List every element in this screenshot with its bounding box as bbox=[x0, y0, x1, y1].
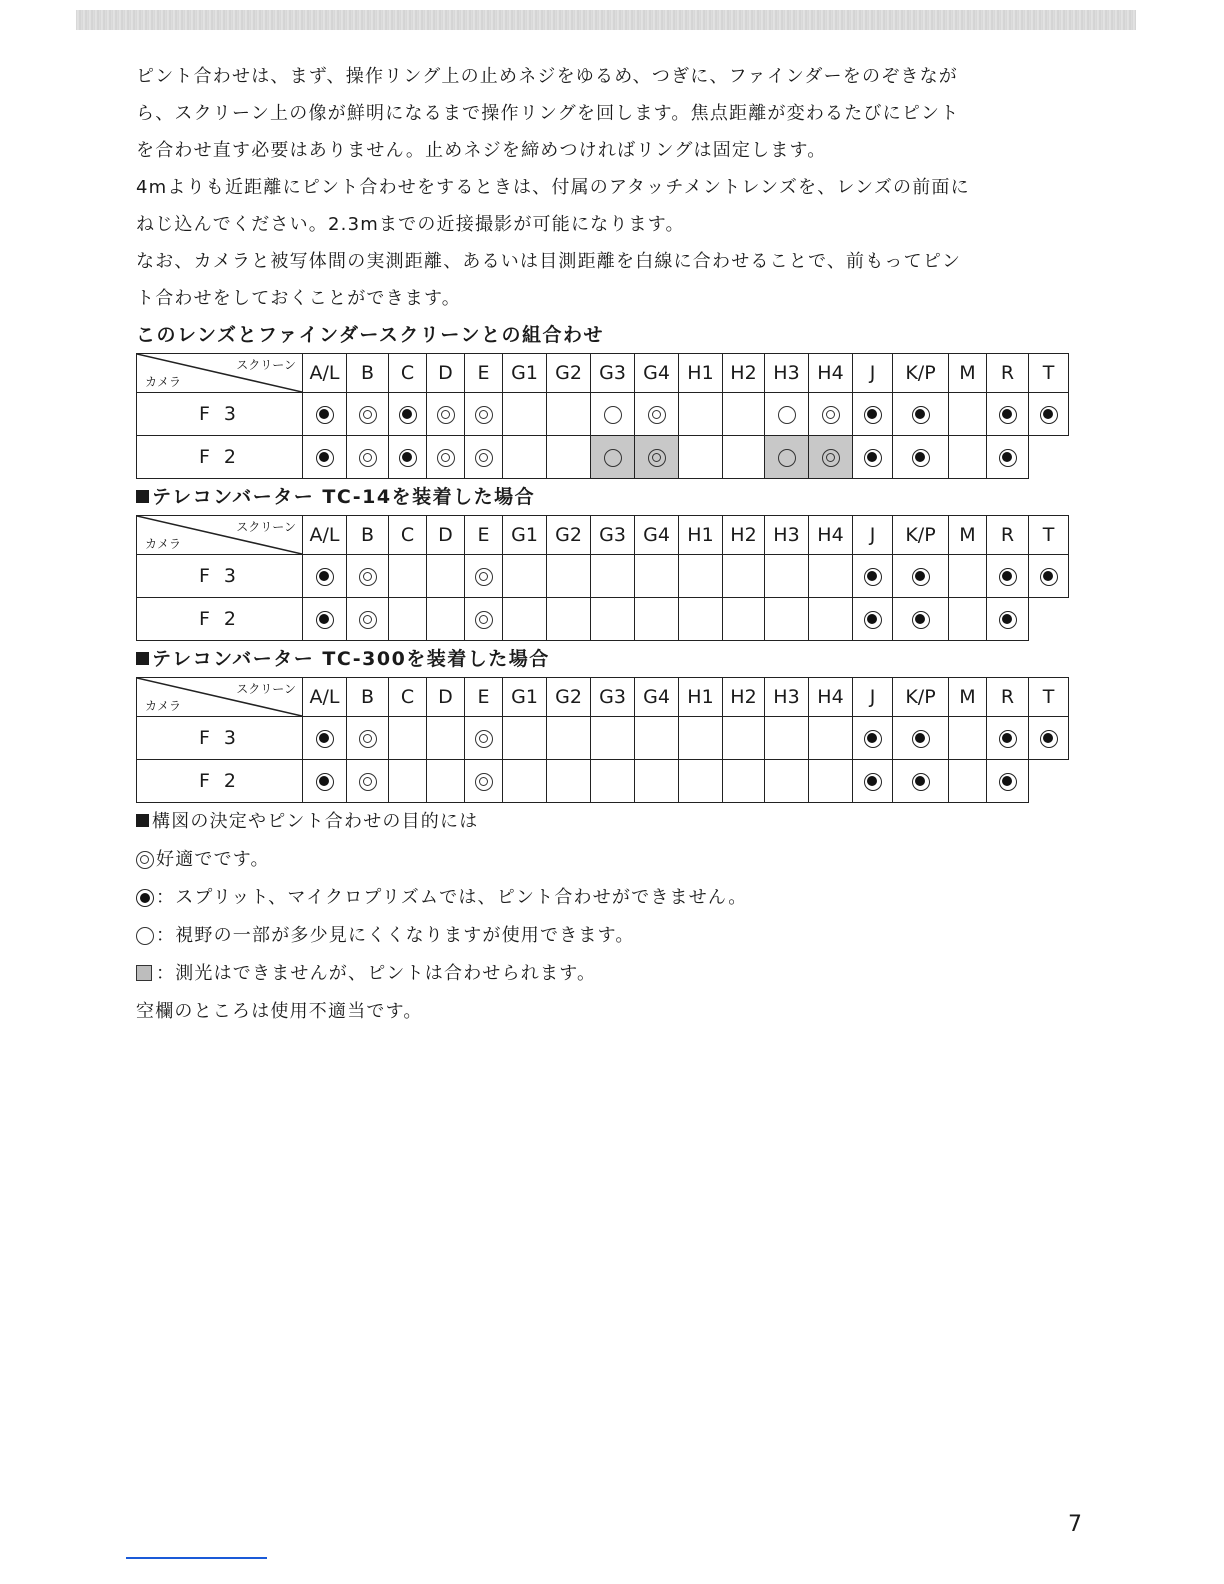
filled-circle-icon bbox=[999, 449, 1017, 467]
column-header: G2 bbox=[547, 354, 591, 393]
double-circle-icon bbox=[437, 406, 455, 424]
filled-circle-icon bbox=[999, 773, 1017, 791]
mark-cell bbox=[427, 393, 465, 436]
column-header: A/L bbox=[303, 354, 347, 393]
mark-cell bbox=[765, 760, 809, 803]
camera-cell: F 3 bbox=[137, 717, 303, 760]
mark-cell bbox=[427, 555, 465, 598]
column-header: R bbox=[987, 516, 1029, 555]
mark-cell bbox=[427, 760, 465, 803]
double-circle-icon bbox=[475, 730, 493, 748]
mark-cell bbox=[987, 760, 1029, 803]
mark-cell bbox=[949, 393, 987, 436]
mark-cell bbox=[809, 760, 853, 803]
column-header: E bbox=[465, 354, 503, 393]
filled-circle-icon bbox=[864, 611, 882, 629]
page-number: 7 bbox=[1068, 1512, 1082, 1537]
mark-cell bbox=[1029, 717, 1069, 760]
screen-compat-table bbox=[136, 677, 1069, 803]
mark-cell bbox=[893, 598, 949, 641]
column-header: K/P bbox=[893, 354, 949, 393]
mark-cell bbox=[1029, 555, 1069, 598]
paragraph-line: ねじ込んでください。2.3mまでの近接撮影が可能になります。 bbox=[136, 214, 685, 235]
mark-cell bbox=[547, 760, 591, 803]
mark-cell bbox=[893, 555, 949, 598]
column-header: H1 bbox=[679, 516, 723, 555]
mark-cell bbox=[809, 555, 853, 598]
mark-cell bbox=[591, 598, 635, 641]
mark-cell bbox=[1029, 393, 1069, 436]
filled-circle-icon bbox=[316, 449, 334, 467]
mark-cell bbox=[465, 598, 503, 641]
mark-cell bbox=[503, 436, 547, 479]
paragraph-line: ト合わせをしておくことができます。 bbox=[136, 288, 461, 309]
legend-blank: 空欄のところは使用不適当です。 bbox=[136, 1001, 423, 1022]
column-header: G4 bbox=[635, 516, 679, 555]
mark-cell bbox=[809, 436, 853, 479]
filled-circle-icon bbox=[316, 611, 334, 629]
column-header: B bbox=[347, 516, 389, 555]
camera-cell: F 3 bbox=[137, 555, 303, 598]
mark-cell bbox=[547, 393, 591, 436]
mark-cell bbox=[723, 717, 765, 760]
filled-circle-icon bbox=[1040, 406, 1058, 424]
table-row bbox=[137, 393, 1069, 436]
mark-cell bbox=[591, 717, 635, 760]
mark-cell bbox=[853, 555, 893, 598]
filled-circle-icon bbox=[316, 568, 334, 586]
double-circle-icon bbox=[136, 851, 154, 869]
mark-cell bbox=[635, 393, 679, 436]
corner-camera-label: カメラ bbox=[145, 537, 182, 551]
mark-cell bbox=[949, 436, 987, 479]
mark-cell bbox=[765, 555, 809, 598]
column-header: H4 bbox=[809, 678, 853, 717]
column-header: J bbox=[853, 678, 893, 717]
mark-cell bbox=[389, 760, 427, 803]
column-header: G3 bbox=[591, 516, 635, 555]
mark-cell bbox=[809, 598, 853, 641]
mark-cell bbox=[635, 598, 679, 641]
mark-cell bbox=[635, 555, 679, 598]
mark-cell bbox=[893, 760, 949, 803]
corner-camera-label: カメラ bbox=[145, 375, 182, 389]
paragraph-line: 4mよりも近距離にピント合わせをするときは、付属のアタッチメントレンズを、レンズの前面に bbox=[136, 177, 970, 198]
mark-cell bbox=[347, 598, 389, 641]
legend-shade-text: ：測光はできませんが、ピントは合わせられます。 bbox=[156, 963, 597, 984]
double-circle-icon bbox=[475, 773, 493, 791]
column-header: H1 bbox=[679, 354, 723, 393]
column-header: H3 bbox=[765, 354, 809, 393]
mark-cell bbox=[679, 598, 723, 641]
column-header: H2 bbox=[723, 678, 765, 717]
mark-cell bbox=[389, 555, 427, 598]
mark-cell bbox=[503, 760, 547, 803]
mark-cell bbox=[723, 760, 765, 803]
column-header: E bbox=[465, 678, 503, 717]
column-header: D bbox=[427, 354, 465, 393]
mark-cell bbox=[427, 717, 465, 760]
table-header-row bbox=[137, 354, 1069, 393]
mark-cell bbox=[893, 393, 949, 436]
mark-cell bbox=[853, 393, 893, 436]
column-header: R bbox=[987, 678, 1029, 717]
legend-title bbox=[136, 803, 1096, 841]
mark-cell bbox=[389, 598, 427, 641]
filled-circle-icon bbox=[864, 449, 882, 467]
legend bbox=[136, 803, 1096, 1031]
double-circle-icon bbox=[475, 611, 493, 629]
mark-cell bbox=[303, 393, 347, 436]
mark-cell bbox=[347, 717, 389, 760]
filled-circle-icon bbox=[399, 406, 417, 424]
column-header: E bbox=[465, 516, 503, 555]
screen-compat-table bbox=[136, 515, 1069, 641]
mark-cell bbox=[547, 436, 591, 479]
mark-cell bbox=[503, 717, 547, 760]
mark-cell bbox=[723, 436, 765, 479]
screen-tables bbox=[136, 317, 1096, 803]
gray-square-icon bbox=[136, 965, 152, 981]
mark-cell bbox=[853, 598, 893, 641]
legend-title-text: 構図の決定やピント合わせの目的には bbox=[152, 811, 479, 832]
mark-cell bbox=[547, 555, 591, 598]
mark-cell bbox=[635, 760, 679, 803]
column-header: C bbox=[389, 354, 427, 393]
mark-cell bbox=[635, 717, 679, 760]
column-header: T bbox=[1029, 678, 1069, 717]
filled-circle-icon bbox=[912, 773, 930, 791]
table-heading-text: テレコンバーター TC-300を装着した場合 bbox=[152, 648, 550, 670]
mark-cell bbox=[389, 393, 427, 436]
mark-cell bbox=[949, 760, 987, 803]
mark-cell bbox=[465, 555, 503, 598]
column-header: B bbox=[347, 678, 389, 717]
mark-cell bbox=[347, 436, 389, 479]
legend-open-text: ：視野の一部が多少見にくくなりますが使用できます。 bbox=[156, 925, 635, 946]
filled-circle-icon bbox=[1040, 568, 1058, 586]
column-header: H2 bbox=[723, 354, 765, 393]
column-header: J bbox=[853, 516, 893, 555]
filled-circle-icon bbox=[316, 406, 334, 424]
column-header: K/P bbox=[893, 516, 949, 555]
mark-cell bbox=[853, 436, 893, 479]
column-header: T bbox=[1029, 516, 1069, 555]
paragraph-line: ピント合わせは、まず、操作リング上の止めネジをゆるめ、つぎに、ファインダーをのぞきなが bbox=[136, 66, 958, 87]
double-circle-icon bbox=[475, 449, 493, 467]
mark-cell bbox=[679, 760, 723, 803]
column-header: H2 bbox=[723, 516, 765, 555]
mark-cell bbox=[503, 393, 547, 436]
paragraph-line: を合わせ直す必要はありません。止めネジを締めつければリングは固定します。 bbox=[136, 140, 827, 161]
legend-open bbox=[136, 917, 1096, 955]
table-heading-text: テレコンバーター TC-14を装着した場合 bbox=[152, 486, 536, 508]
column-header: M bbox=[949, 516, 987, 555]
column-header: C bbox=[389, 516, 427, 555]
table-heading bbox=[136, 641, 1096, 677]
mark-cell bbox=[809, 717, 853, 760]
filled-circle-icon bbox=[999, 568, 1017, 586]
open-circle-icon bbox=[136, 927, 154, 945]
double-circle-icon bbox=[359, 773, 377, 791]
column-header: H3 bbox=[765, 516, 809, 555]
column-header: J bbox=[853, 354, 893, 393]
filled-circle-icon bbox=[864, 730, 882, 748]
mark-cell bbox=[389, 436, 427, 479]
mark-cell bbox=[893, 436, 949, 479]
filled-circle-icon bbox=[316, 773, 334, 791]
black-square-icon bbox=[136, 814, 149, 827]
black-square-icon bbox=[136, 490, 149, 503]
legend-double bbox=[136, 841, 1096, 879]
mark-cell bbox=[987, 555, 1029, 598]
column-header: G3 bbox=[591, 678, 635, 717]
mark-cell bbox=[547, 598, 591, 641]
mark-cell bbox=[987, 436, 1029, 479]
page-content bbox=[136, 58, 1096, 1031]
mark-cell bbox=[987, 598, 1029, 641]
column-header: K/P bbox=[893, 678, 949, 717]
filled-circle-icon bbox=[912, 568, 930, 586]
mark-cell bbox=[347, 760, 389, 803]
filled-circle-icon bbox=[864, 568, 882, 586]
filled-circle-icon bbox=[1040, 730, 1058, 748]
mark-cell bbox=[465, 717, 503, 760]
black-square-icon bbox=[136, 652, 149, 665]
mark-cell bbox=[303, 717, 347, 760]
double-circle-icon bbox=[475, 568, 493, 586]
mark-cell bbox=[591, 436, 635, 479]
filled-circle-icon bbox=[912, 611, 930, 629]
double-circle-icon bbox=[437, 449, 455, 467]
mark-cell bbox=[303, 436, 347, 479]
paragraph-line: ら、スクリーン上の像が鮮明になるまで操作リングを回します。焦点距離が変わるたびにピント bbox=[136, 103, 960, 124]
mark-cell bbox=[347, 393, 389, 436]
mark-cell bbox=[1029, 598, 1069, 641]
mark-cell bbox=[465, 760, 503, 803]
table-row bbox=[137, 598, 1069, 641]
filled-circle-icon bbox=[399, 449, 417, 467]
legend-shade bbox=[136, 955, 1096, 993]
column-header: C bbox=[389, 678, 427, 717]
camera-cell: F 2 bbox=[137, 760, 303, 803]
column-header: D bbox=[427, 678, 465, 717]
mark-cell bbox=[465, 393, 503, 436]
column-header: T bbox=[1029, 354, 1069, 393]
mark-cell bbox=[679, 717, 723, 760]
table-header-row bbox=[137, 678, 1069, 717]
corner-camera-label: カメラ bbox=[145, 699, 182, 713]
column-header: H3 bbox=[765, 678, 809, 717]
mark-cell bbox=[547, 717, 591, 760]
mark-cell bbox=[303, 598, 347, 641]
camera-cell: F 3 bbox=[137, 393, 303, 436]
column-header: R bbox=[987, 354, 1029, 393]
mark-cell bbox=[591, 393, 635, 436]
mark-cell bbox=[679, 393, 723, 436]
mark-cell bbox=[893, 717, 949, 760]
header-band bbox=[76, 10, 1136, 30]
double-circle-icon bbox=[359, 568, 377, 586]
mark-cell bbox=[591, 555, 635, 598]
filled-circle-icon bbox=[999, 730, 1017, 748]
double-circle-icon bbox=[359, 730, 377, 748]
mark-cell bbox=[723, 598, 765, 641]
legend-filled bbox=[136, 879, 1096, 917]
mark-cell bbox=[949, 598, 987, 641]
mark-cell bbox=[949, 555, 987, 598]
mark-cell bbox=[723, 555, 765, 598]
mark-cell bbox=[427, 436, 465, 479]
double-circle-icon bbox=[475, 406, 493, 424]
corner-screen-label: スクリーン bbox=[236, 682, 296, 696]
mark-cell bbox=[303, 555, 347, 598]
mark-cell bbox=[591, 760, 635, 803]
corner-cell bbox=[137, 354, 303, 393]
double-circle-icon bbox=[822, 449, 840, 467]
mark-cell bbox=[303, 760, 347, 803]
table-heading bbox=[136, 317, 1096, 353]
legend-double-text: 好適でです。 bbox=[156, 849, 270, 870]
open-circle-icon bbox=[778, 449, 796, 467]
mark-cell bbox=[765, 436, 809, 479]
mark-cell bbox=[987, 717, 1029, 760]
table-heading-text: このレンズとファインダースクリーンとの組合わせ bbox=[136, 324, 604, 346]
column-header: H1 bbox=[679, 678, 723, 717]
mark-cell bbox=[809, 393, 853, 436]
filled-circle-icon bbox=[999, 611, 1017, 629]
double-circle-icon bbox=[822, 406, 840, 424]
column-header: M bbox=[949, 678, 987, 717]
mark-cell bbox=[765, 598, 809, 641]
table-row bbox=[137, 760, 1069, 803]
table-heading bbox=[136, 479, 1096, 515]
column-header: H4 bbox=[809, 516, 853, 555]
corner-screen-label: スクリーン bbox=[236, 358, 296, 372]
camera-cell: F 2 bbox=[137, 598, 303, 641]
table-header-row bbox=[137, 516, 1069, 555]
column-header: G2 bbox=[547, 678, 591, 717]
mark-cell bbox=[465, 436, 503, 479]
footer-line bbox=[126, 1557, 267, 1559]
corner-cell bbox=[137, 678, 303, 717]
column-header: G3 bbox=[591, 354, 635, 393]
open-circle-icon bbox=[604, 449, 622, 467]
mark-cell bbox=[853, 760, 893, 803]
mark-cell bbox=[765, 393, 809, 436]
mark-cell bbox=[503, 598, 547, 641]
mark-cell bbox=[1029, 436, 1069, 479]
mark-cell bbox=[987, 393, 1029, 436]
column-header: G1 bbox=[503, 516, 547, 555]
mark-cell bbox=[635, 436, 679, 479]
column-header: G2 bbox=[547, 516, 591, 555]
screen-compat-table bbox=[136, 353, 1069, 479]
open-circle-icon bbox=[778, 406, 796, 424]
mark-cell bbox=[503, 555, 547, 598]
column-header: A/L bbox=[303, 516, 347, 555]
filled-circle-icon bbox=[912, 406, 930, 424]
mark-cell bbox=[427, 598, 465, 641]
table-row bbox=[137, 717, 1069, 760]
filled-circle-icon bbox=[864, 406, 882, 424]
mark-cell bbox=[347, 555, 389, 598]
filled-circle-icon bbox=[316, 730, 334, 748]
legend-filled-text: ：スプリット、マイクロプリズムでは、ピント合わせができません。 bbox=[156, 887, 748, 908]
mark-cell bbox=[949, 717, 987, 760]
column-header: G4 bbox=[635, 354, 679, 393]
camera-cell: F 2 bbox=[137, 436, 303, 479]
mark-cell bbox=[723, 393, 765, 436]
table-row bbox=[137, 436, 1069, 479]
corner-screen-label: スクリーン bbox=[236, 520, 296, 534]
corner-cell bbox=[137, 516, 303, 555]
mark-cell bbox=[679, 555, 723, 598]
focus-instructions bbox=[136, 58, 1096, 317]
double-circle-icon bbox=[648, 449, 666, 467]
filled-circle-icon bbox=[912, 449, 930, 467]
filled-circle-icon bbox=[999, 406, 1017, 424]
double-circle-icon bbox=[648, 406, 666, 424]
double-circle-icon bbox=[359, 611, 377, 629]
paragraph-line: なお、カメラと被写体間の実測距離、あるいは目測距離を白線に合わせることで、前もってピン bbox=[136, 251, 962, 272]
column-header: M bbox=[949, 354, 987, 393]
double-circle-icon bbox=[359, 406, 377, 424]
filled-circle-icon bbox=[136, 889, 154, 907]
column-header: A/L bbox=[303, 678, 347, 717]
mark-cell bbox=[853, 717, 893, 760]
column-header: B bbox=[347, 354, 389, 393]
column-header: G1 bbox=[503, 678, 547, 717]
filled-circle-icon bbox=[912, 730, 930, 748]
column-header: H4 bbox=[809, 354, 853, 393]
mark-cell bbox=[389, 717, 427, 760]
column-header: G1 bbox=[503, 354, 547, 393]
mark-cell bbox=[765, 717, 809, 760]
mark-cell bbox=[679, 436, 723, 479]
mark-cell bbox=[1029, 760, 1069, 803]
column-header: G4 bbox=[635, 678, 679, 717]
filled-circle-icon bbox=[864, 773, 882, 791]
double-circle-icon bbox=[359, 449, 377, 467]
open-circle-icon bbox=[604, 406, 622, 424]
table-row bbox=[137, 555, 1069, 598]
column-header: D bbox=[427, 516, 465, 555]
